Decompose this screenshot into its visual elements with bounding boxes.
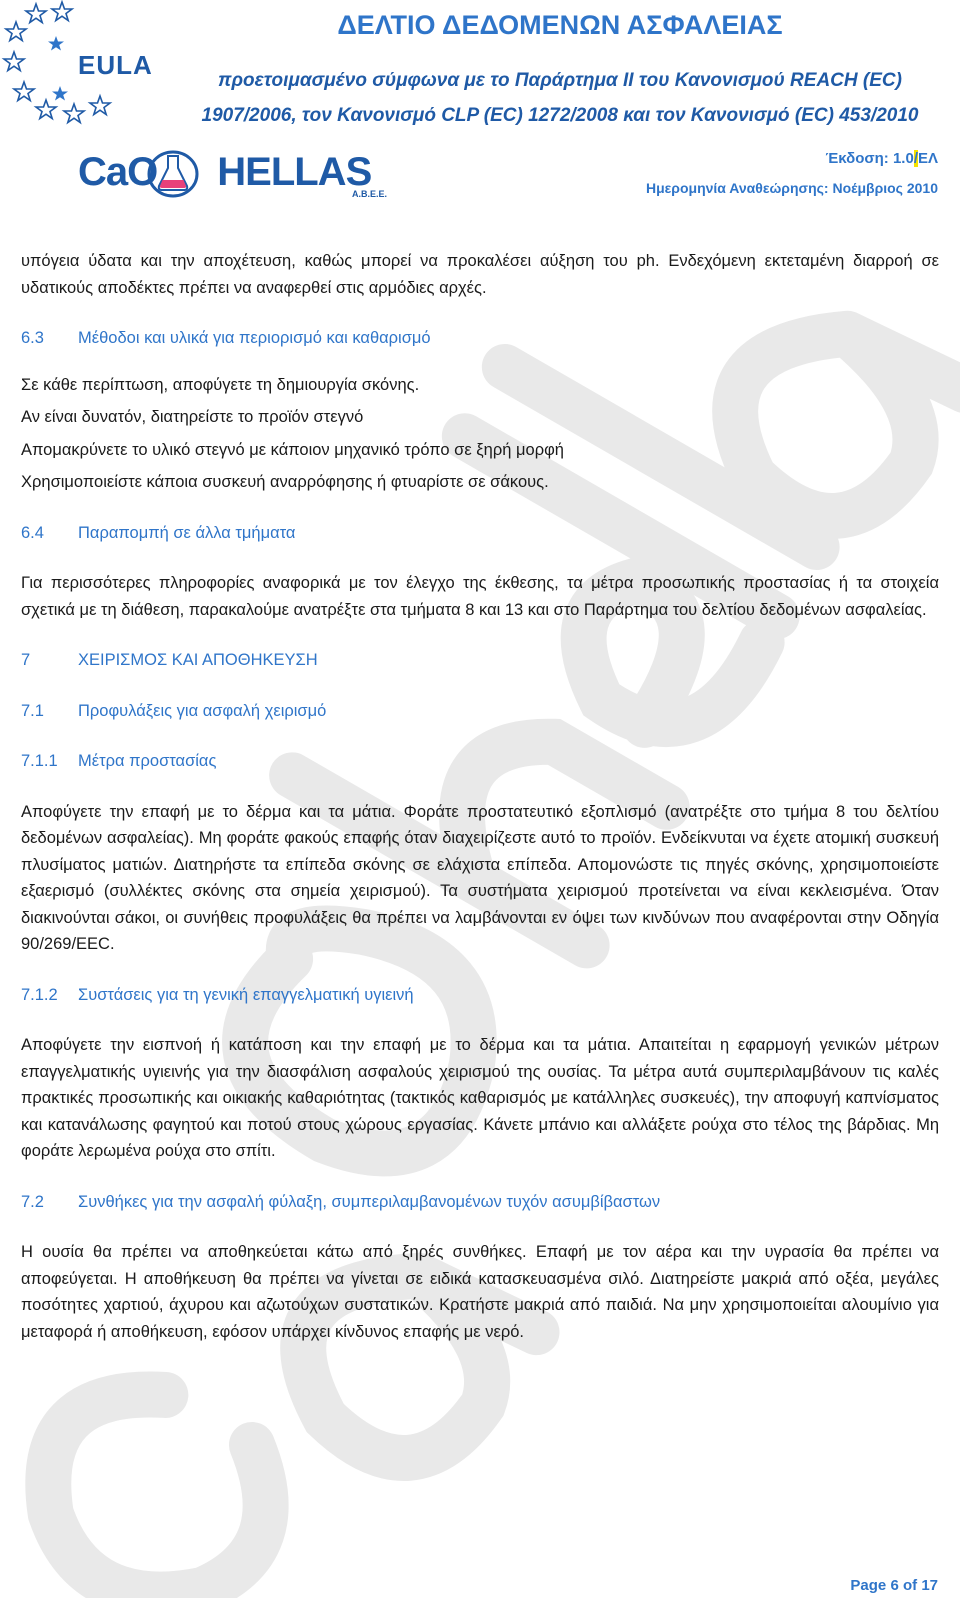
section-heading-7-1 — [21, 698, 939, 725]
revision-date: Ημερομηνία Αναθεώρησης: Νοέμβριος 2010 — [645, 180, 938, 196]
section-title: ΧΕΙΡΙΣΜΟΣ ΚΑΙ ΑΠΟΘΗΚΕΥΣΗ — [78, 651, 318, 669]
section-number: 7.2 — [21, 1192, 44, 1211]
text-line: Σε κάθε περίπτωση, αποφύγετε τη δημιουργία σκόνης. — [21, 375, 420, 394]
company-logo-text-left: CaO — [78, 150, 158, 194]
document-body — [21, 248, 939, 1345]
version-label — [825, 150, 938, 167]
section-paragraph: Η ουσία θα πρέπει να αποθηκεύεται κάτω από ξηρές συνθήκες. Επαφή με τον αέρα και την υγρασία θα πρέπει να αποφεύγεται. Η αποθήκευση θα πρέπει να γίνεται σε ειδικά κατασκευασμένα σιλό. Διατηρείστε μακριά από οξέα, μεγάλες ποσότητες χαρτιού, άχυρου και αζωτούχων συστατικών. Κρατήστε μακριά από παιδιά. Να μην χρησιμοποιείται αλουμίνιο για μεταφορά ή αποθήκευση, εφόσον υπάρχει κίνδυνος επαφής με νερό. — [21, 1243, 939, 1341]
version-slash: / — [913, 150, 918, 167]
company-logo-suffix: A.B.E.E. — [352, 189, 388, 199]
document-header — [0, 0, 960, 205]
company-logo-text-right: HELLAS — [217, 150, 372, 194]
section-heading-6-3 — [21, 325, 939, 352]
company-logo — [78, 150, 371, 195]
section-paragraph: Αποφύγετε την επαφή με το δέρμα και τα μάτια. Φοράτε προστατευτικό εξοπλισμό (ανατρέξτε στο τμήμα 8 του δελτίου δεδομένων ασφαλείας). Μη φοράτε φακούς επαφής όταν διαχειρίζεστε αυτό το προϊόν. Ενδείκνυται να έχετε ατομική συσκευή πλυσίματος ματιών. Διατηρήστε τα επίπεδα σκόνης σε ελάχιστα επίπεδα. Απομονώστε τις πηγές σκόνης, χρησιμοποιείστε εξαερισμό (συλλέκτες σκόνης στα σημεία χειρισμού). Τα συστήματα χειρισμού προτείνεται να είναι κεκλεισμένα. Όταν διακινούνται σάκοι, οι συνήθεις προφυλάξεις θα πρέπει να λαμβάνονται εν όψει των κινδύνων που αναφέρονται στην Οδηγία 90/269/EEC. — [21, 802, 939, 953]
flask-icon — [147, 148, 199, 198]
section-number: 6.3 — [21, 329, 44, 347]
page-current: 6 — [890, 1577, 899, 1594]
section-heading-7-1-2 — [21, 982, 939, 1009]
text-line: Απομακρύνετε το υλικό στεγνό με κάποιον μηχανικό τρόπο σε ξηρή μορφή — [21, 440, 564, 459]
section-heading-7 — [21, 647, 939, 674]
intro-paragraph: υπόγεια ύδατα και την αποχέτευση, καθώς μπορεί να προκαλέσει αύξηση του ph. Ενδεχόμενη εκτεταμένη διαρροή σε υδατικούς αποδέκτες πρέπει να αναφερθεί στις αρμόδιες αρχές. — [21, 252, 939, 297]
section-number: 7 — [21, 651, 31, 669]
text-line: Χρησιμοποιείστε κάποια συσκευή αναρρόφησης ή φτυαρίστε σε σάκους. — [21, 473, 549, 491]
eula-logo-text: EULA — [78, 50, 153, 80]
section-title: Συνθήκες για την ασφαλή φύλαξη, συμπεριλαμβανομένων τυχόν ασυμβίβαστων — [78, 1192, 661, 1211]
document-title: ΔΕΛΤΙΟ ΔΕΔΟΜΕΝΩΝ ΑΣΦΑΛΕΙΑΣ — [337, 10, 783, 40]
section-title: Μέτρα προστασίας — [78, 752, 217, 770]
regulation-line-2: 1907/2006, τον Κανονισμό CLP (EC) 1272/2008 και τον Κανονισμό (EC) 453/2010 — [201, 105, 919, 126]
section-title: Συστάσεις για τη γενική επαγγελματική υγιεινή — [78, 985, 414, 1004]
regulation-line-1: προετοιμασμένο σύμφωνα με το Παράρτημα II του Κανονισμού REACH (EC) — [218, 70, 902, 91]
section-heading-7-2 — [21, 1189, 939, 1216]
section-number: 7.1.1 — [21, 752, 58, 770]
page-word: Page — [850, 1577, 887, 1594]
section-number: 6.4 — [21, 523, 44, 542]
section-title: Προφυλάξεις για ασφαλή χειρισμό — [78, 701, 327, 720]
section-paragraph: Αποφύγετε την εισπνοή ή κατάποση και την επαφή με το δέρμα και τα μάτια. Απαιτείται η εφαρμογή γενικών μέτρων επαγγελματικής υγιεινής για την διασφάλιση ασφαλούς χειρισμού της ουσίας. Τα μέτρα αυτά συμπεριλαμβάνουν τις καλές πρακτικές προσωπικής και οικιακής καθαριότητας (τακτικός καθαρισμός με κατάλληλες συσκευές), την αποφυγή καπνίσματος και κατανάλωσης φαγητού και ποτού στους χώρους εργασίας. Κάνετε μπάνιο και αλλάξετε ρούχα στο τέλος της βάρδιας. Μη φοράτε λερωμένα ρούχα στο σπίτι. — [21, 1036, 939, 1160]
page-total: 17 — [921, 1577, 938, 1594]
of-word: of — [902, 1577, 918, 1594]
page-number — [850, 1577, 938, 1594]
section-number: 7.1.2 — [21, 985, 58, 1004]
version-number: Έκδοση: 1.0 — [825, 150, 914, 167]
section-title: Μέθοδοι και υλικά για περιορισμό και καθαρισμό — [78, 329, 431, 347]
section-heading-6-4 — [21, 520, 939, 547]
text-line: Αν είναι δυνατόν, διατηρείστε το προϊόν στεγνό — [21, 408, 364, 426]
version-language: ΕΛ — [917, 150, 938, 167]
section-title: Παραπομπή σε άλλα τμήματα — [78, 523, 296, 542]
section-number: 7.1 — [21, 701, 44, 720]
section-heading-7-1-1 — [21, 748, 939, 775]
section-paragraph: Για περισσότερες πληροφορίες αναφορικά με τον έλεγχο της έκθεσης, τα μέτρα προσωπικής προστασίας ή τα στοιχεία σχετικά με τη διάθεση, παρακαλούμε ανατρέξτε στα τμήματα 8 και 13 και στο Παράρτημα του δελτίου δεδομένων ασφαλείας. — [21, 574, 939, 619]
